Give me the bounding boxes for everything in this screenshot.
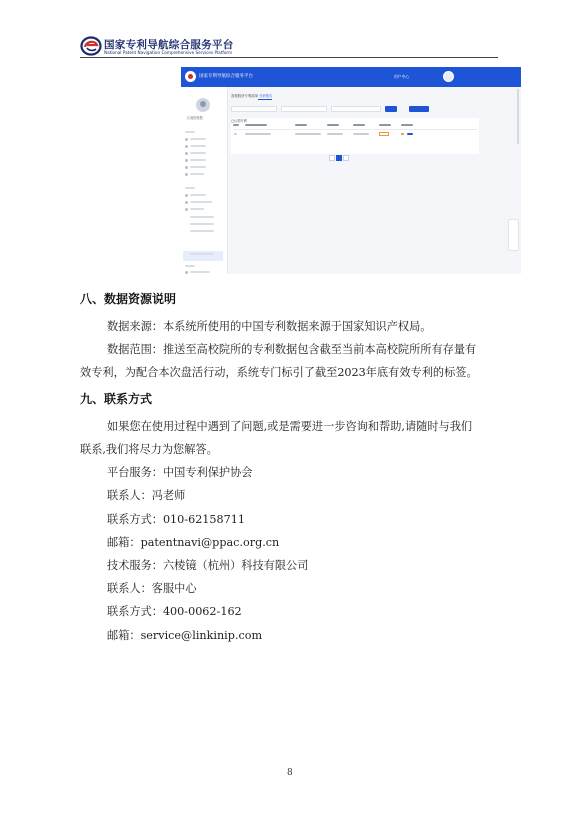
tech-contact-email: 邮箱：service@linkinip.com [107,629,263,642]
paragraph-line: 联系,我们将尽力为您解答。 [80,443,218,456]
pager-next[interactable] [343,155,349,161]
patent-table [231,118,479,154]
app-main [231,93,515,193]
status-badge [379,132,389,136]
app-topbar [181,67,521,87]
view-link[interactable] [407,133,413,135]
online-service-panel[interactable] [508,219,519,251]
table-row [234,133,237,135]
tab-analysis[interactable]: 分析报告 [259,94,273,98]
search-button[interactable] [385,106,397,112]
header-divider [80,57,498,58]
tech-contact-phone: 联系方式：400-0062-162 [107,605,242,618]
header-title-cn: 国家专利导航综合服务平台 [104,39,234,51]
contact-phone: 联系方式：010-62158711 [107,513,246,526]
contact-platform: 平台服务：中国专利保护协会 [107,466,253,479]
section-heading-data: 八、数据资源说明 [80,292,177,306]
document-header [80,36,498,58]
search-input[interactable] [331,106,381,112]
app-logo-icon [185,71,196,82]
paragraph-line: 效专利，为配合本次盘活行动，系统专门标引了截至2023年底有效专利的标签。 [80,366,478,379]
export-button[interactable] [409,106,429,112]
filter-select-1[interactable] [231,106,277,112]
page-number: 8 [287,768,293,778]
pager-prev[interactable] [329,155,335,161]
sidebar-user-name: 江南院校院 [187,116,203,120]
scrollbar[interactable] [517,89,519,144]
filter-select-2[interactable] [281,106,327,112]
user-center-link[interactable]: 用户中心 [394,74,410,79]
table-caption: 已认领专利 [231,119,247,123]
pager-page-1[interactable] [336,155,342,161]
tab-underline [258,99,272,100]
contact-email: 邮箱：patentnavi@ppac.org.cn [107,536,280,549]
app-sidebar [181,87,228,274]
platform-logo-icon [80,36,102,56]
tab-patent-list[interactable]: 高校院所专利清单 [231,94,259,98]
paragraph-line: 数据来源：本系统所使用的中国专利数据来源于国家知识产权局。 [107,320,432,333]
platform-screenshot [181,67,521,274]
avatar[interactable] [443,71,454,82]
paragraph-line: 数据范围：推送至高校院所的专利数据包含截至当前本高校院所所有存量有 [107,343,477,356]
tech-service: 技术服务：六棱镜（杭州）科技有限公司 [107,559,309,572]
paragraph-line: 如果您在使用过程中遇到了问题,或是需要进一步咨询和帮助,请随时与我们 [107,420,473,433]
tech-contact-person: 联系人：客服中心 [107,582,197,595]
header-title-en: National Patent Navigation Comprehensive Services Platform [104,50,233,55]
contact-person: 联系人：冯老师 [107,489,186,502]
app-title: 国家专利导航综合服务平台 [199,74,253,79]
section-heading-contact: 九、联系方式 [80,392,153,406]
sidebar-avatar [196,98,210,112]
